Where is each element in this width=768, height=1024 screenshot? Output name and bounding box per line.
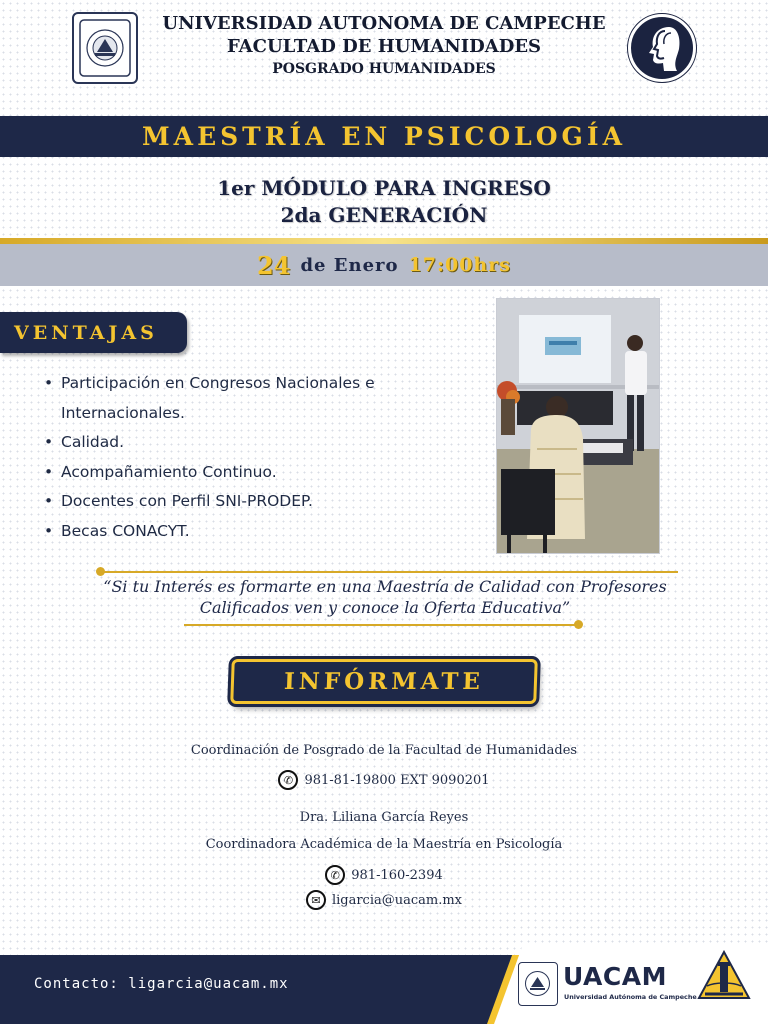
list-item: • Docentes con Perfil SNI-PRODEP. bbox=[44, 492, 313, 510]
list-item: • Becas CONACYT. bbox=[44, 521, 190, 540]
quote-ornament-line bbox=[100, 571, 678, 573]
date-time: 17:00hrs bbox=[408, 254, 511, 276]
quote-ornament-dot bbox=[574, 620, 583, 629]
uacam-brand-subtitle: Universidad Autónoma de Campeche bbox=[564, 993, 697, 1001]
postgraduate-name: POSGRADO HUMANIDADES bbox=[272, 61, 496, 77]
university-name: UNIVERSIDAD AUTONOMA DE CAMPECHE bbox=[162, 13, 606, 34]
coordination-phone-row bbox=[0, 770, 768, 790]
list-item: • Participación en Congresos Nacionales e Internacionales. bbox=[44, 374, 375, 422]
classroom-photo bbox=[496, 298, 660, 554]
coordinator-email[interactable]: ligarcia@uacam.mx bbox=[331, 892, 463, 908]
module-line: 1er MÓDULO PARA INGRESO bbox=[217, 176, 551, 200]
module-heading bbox=[0, 175, 768, 229]
generation-line: 2da GENERACIÓN bbox=[280, 203, 488, 227]
envelope-icon: ✉ bbox=[306, 890, 326, 910]
coordinator-role: Coordinadora Académica de la Maestría en Psicología bbox=[205, 837, 563, 852]
coordination-name: Coordinación de Posgrado de la Facultad de Humanidades bbox=[190, 743, 578, 758]
coordination-phone[interactable]: 981-81-19800 EXT 9090201 bbox=[304, 772, 490, 788]
quote-ornament-line bbox=[184, 624, 580, 626]
phone-icon: ✆ bbox=[278, 770, 298, 790]
informate-banner bbox=[230, 659, 538, 704]
list-item: • Acompañamiento Continuo. bbox=[44, 462, 277, 481]
date-day: 24 bbox=[257, 250, 291, 280]
benefits-heading-tab bbox=[0, 312, 187, 353]
benefits-list bbox=[44, 369, 484, 546]
faculty-name: FACULTAD DE HUMANIDADES bbox=[226, 36, 542, 57]
date-month: de Enero bbox=[300, 254, 399, 276]
uacam-seal-logo bbox=[518, 962, 558, 1006]
list-item: • Calidad. bbox=[44, 433, 125, 451]
coordinator-phone[interactable]: 981-160-2394 bbox=[351, 867, 443, 883]
uacam-brand: UACAM bbox=[563, 962, 667, 991]
motivational-quote bbox=[80, 576, 690, 618]
date-band bbox=[0, 244, 768, 286]
footer-contact[interactable]: Contacto: ligarcia@uacam.mx bbox=[34, 976, 289, 992]
quote-line: “Si tu Interés es formarte en una Maestría de Calidad con Profesores bbox=[103, 577, 667, 596]
phone-icon: ✆ bbox=[325, 865, 345, 885]
lighthouse-logo bbox=[697, 950, 751, 1002]
program-title-band bbox=[0, 116, 768, 157]
informate-label: INFÓRMATE bbox=[283, 668, 485, 695]
coordinator-email-row bbox=[0, 890, 768, 910]
psychology-profile-logo bbox=[628, 14, 696, 82]
quote-line: Calificados ven y conoce la Oferta Educativa” bbox=[199, 598, 571, 617]
university-seal-logo bbox=[72, 12, 138, 84]
benefits-heading: VENTAJAS bbox=[14, 321, 158, 344]
coordinator-phone-row bbox=[0, 865, 768, 885]
coordinator-name: Dra. Liliana García Reyes bbox=[299, 810, 469, 825]
institution-header bbox=[150, 12, 618, 81]
program-title: MAESTRÍA EN PSICOLOGÍA bbox=[142, 122, 626, 151]
